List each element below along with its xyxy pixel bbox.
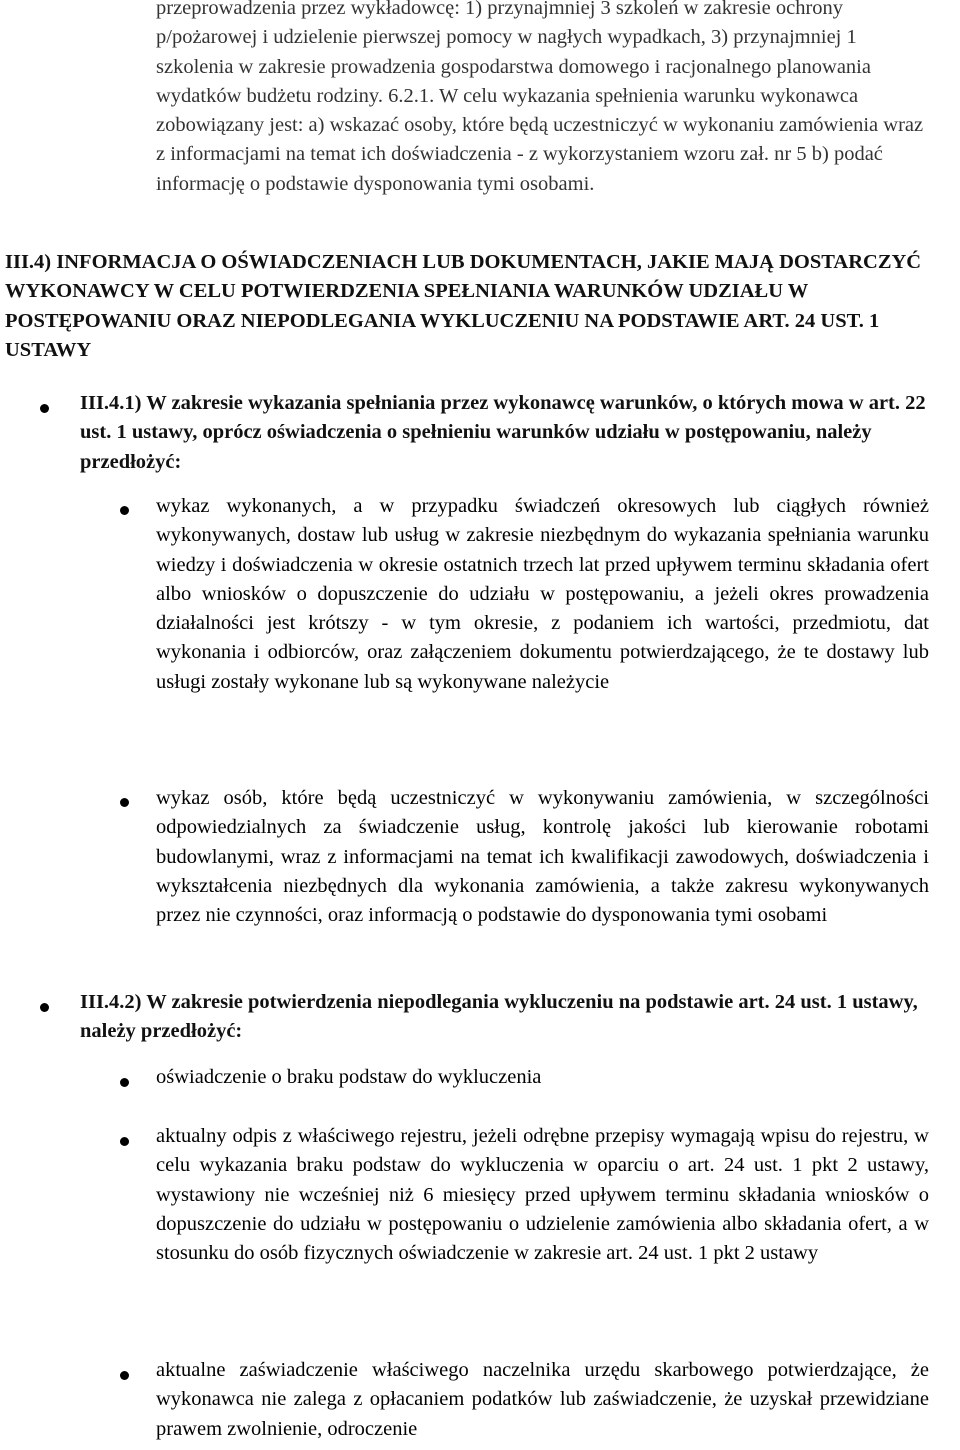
subsection-2-item <box>156 1356 929 1444</box>
bullet-icon <box>40 1003 49 1012</box>
bullet-icon <box>120 798 129 807</box>
bullet-icon <box>40 404 49 413</box>
bullet-icon <box>120 1078 129 1087</box>
subsection-2-heading-text: III.4.2) W zakresie potwierdzenia niepodlegania wykluczeniu na podstawie art. 24 ust. 1 ustawy, należy przedłożyć: <box>80 991 918 1043</box>
subsection-1-item <box>156 784 929 930</box>
bullet-icon <box>120 1371 129 1380</box>
subsection-2-item-text: aktualne zaświadczenie właściwego naczelnika urzędu skarbowego potwierdzające, że wykonawca nie zalega z opłacaniem podatków lub zaświadczenie, że uzyskał przewidziane prawem zwolnienie, odroczenie <box>156 1359 929 1440</box>
section-heading <box>5 248 930 365</box>
subsection-1-item <box>156 492 929 697</box>
subsection-2-item-text: aktualny odpis z właściwego rejestru, jeżeli odrębne przepisy wymagają wpisu do rejestru, w celu wykazania braku podstaw do wykluczenia w oparciu o art. 24 ust. 1 pkt 2 ustawy, wystawiony nie wcześniej niż 6 miesięcy przed upływem terminu składania wniosków o dopuszczenie do udziału w postępowaniu o udzielenie zamówienia albo składania ofert, a w stosunku do osób fizycznych oświadczenie w zakresie art. 24 ust. 1 pkt 2 ustawy <box>156 1125 929 1265</box>
bullet-icon <box>120 1137 129 1146</box>
subsection-1-heading <box>80 389 952 477</box>
subsection-2-heading <box>80 988 940 1047</box>
subsection-1-item-text: wykaz wykonanych, a w przypadku świadczeń okresowych lub ciągłych również wykonywanych, dostaw lub usług w zakresie niezbędnym do wykazania spełniania warunku wiedzy i doświadczenia w okresie ostatnich trzech lat przed upływem terminu składania ofert albo wniosków o dopuszczenie do udziału w postępowaniu, a jeżeli okres prowadzenia działalności jest krótszy - w tym okresie, z podaniem ich wartości, przedmiotu, dat wykonania i odbiorców, oraz załączeniem dokumentu potwierdzającego, że te dostawy lub usługi zostały wykonane lub są wykonywane należycie <box>156 495 929 693</box>
subsection-2-item <box>156 1063 929 1092</box>
intro-paragraph <box>156 0 929 199</box>
intro-text: przeprowadzenia przez wykładowcę: 1) przynajmniej 3 szkoleń w zakresie ochrony p/pożarowej i udzielenie pierwszej pomocy w nagłych wypadkach, 3) przynajmniej 1 szkolenia w zakresie prowadzenia gospodarstwa domowego i racjonalnego planowania wydatków budżetu rodziny. 6.2.1. W celu wykazania spełnienia warunku wykonawca zobowiązany jest: a) wskazać osoby, które będą uczestniczyć w wykonaniu zamówienia wraz z informacjami na temat ich doświadczenia - z wykorzystaniem wzoru zał. nr 5 b) podać informację o podstawie dysponowania tymi osobami. <box>156 0 924 195</box>
subsection-2-item-text: oświadczenie o braku podstaw do wykluczenia <box>156 1066 542 1088</box>
subsection-1-heading-text: III.4.1) W zakresie wykazania spełniania przez wykonawcę warunków, o których mowa w art. 22 ust. 1 ustawy, oprócz oświadczenia o spełnieniu warunków udziału w postępowaniu, należy przedłożyć: <box>80 392 926 473</box>
subsection-1-item-text: wykaz osób, które będą uczestniczyć w wykonywaniu zamówienia, w szczególności odpowiedzialnych za świadczenie usług, kontrolę jakości lub kierowanie robotami budowlanymi, wraz z informacjami na temat ich kwalifikacji zawodowych, doświadczenia i wykształcenia niezbędnych dla wykonania zamówienia, a także zakresu wykonywanych przez nie czynności, oraz informacją o podstawie do dysponowania tymi osobami <box>156 787 929 927</box>
section-heading-text: III.4) INFORMACJA O OŚWIADCZENIACH LUB DOKUMENTACH, JAKIE MAJĄ DOSTARCZYĆ WYKONAWCY W CELU POTWIERDZENIA SPEŁNIANIA WARUNKÓW UDZIAŁU W POSTĘPOWANIU ORAZ NIEPODLEGANIA WYKLUCZENIU NA PODSTAWIE ART. 24 UST. 1 USTAWY <box>5 251 922 361</box>
bullet-icon <box>120 506 129 515</box>
subsection-2-item <box>156 1122 929 1268</box>
